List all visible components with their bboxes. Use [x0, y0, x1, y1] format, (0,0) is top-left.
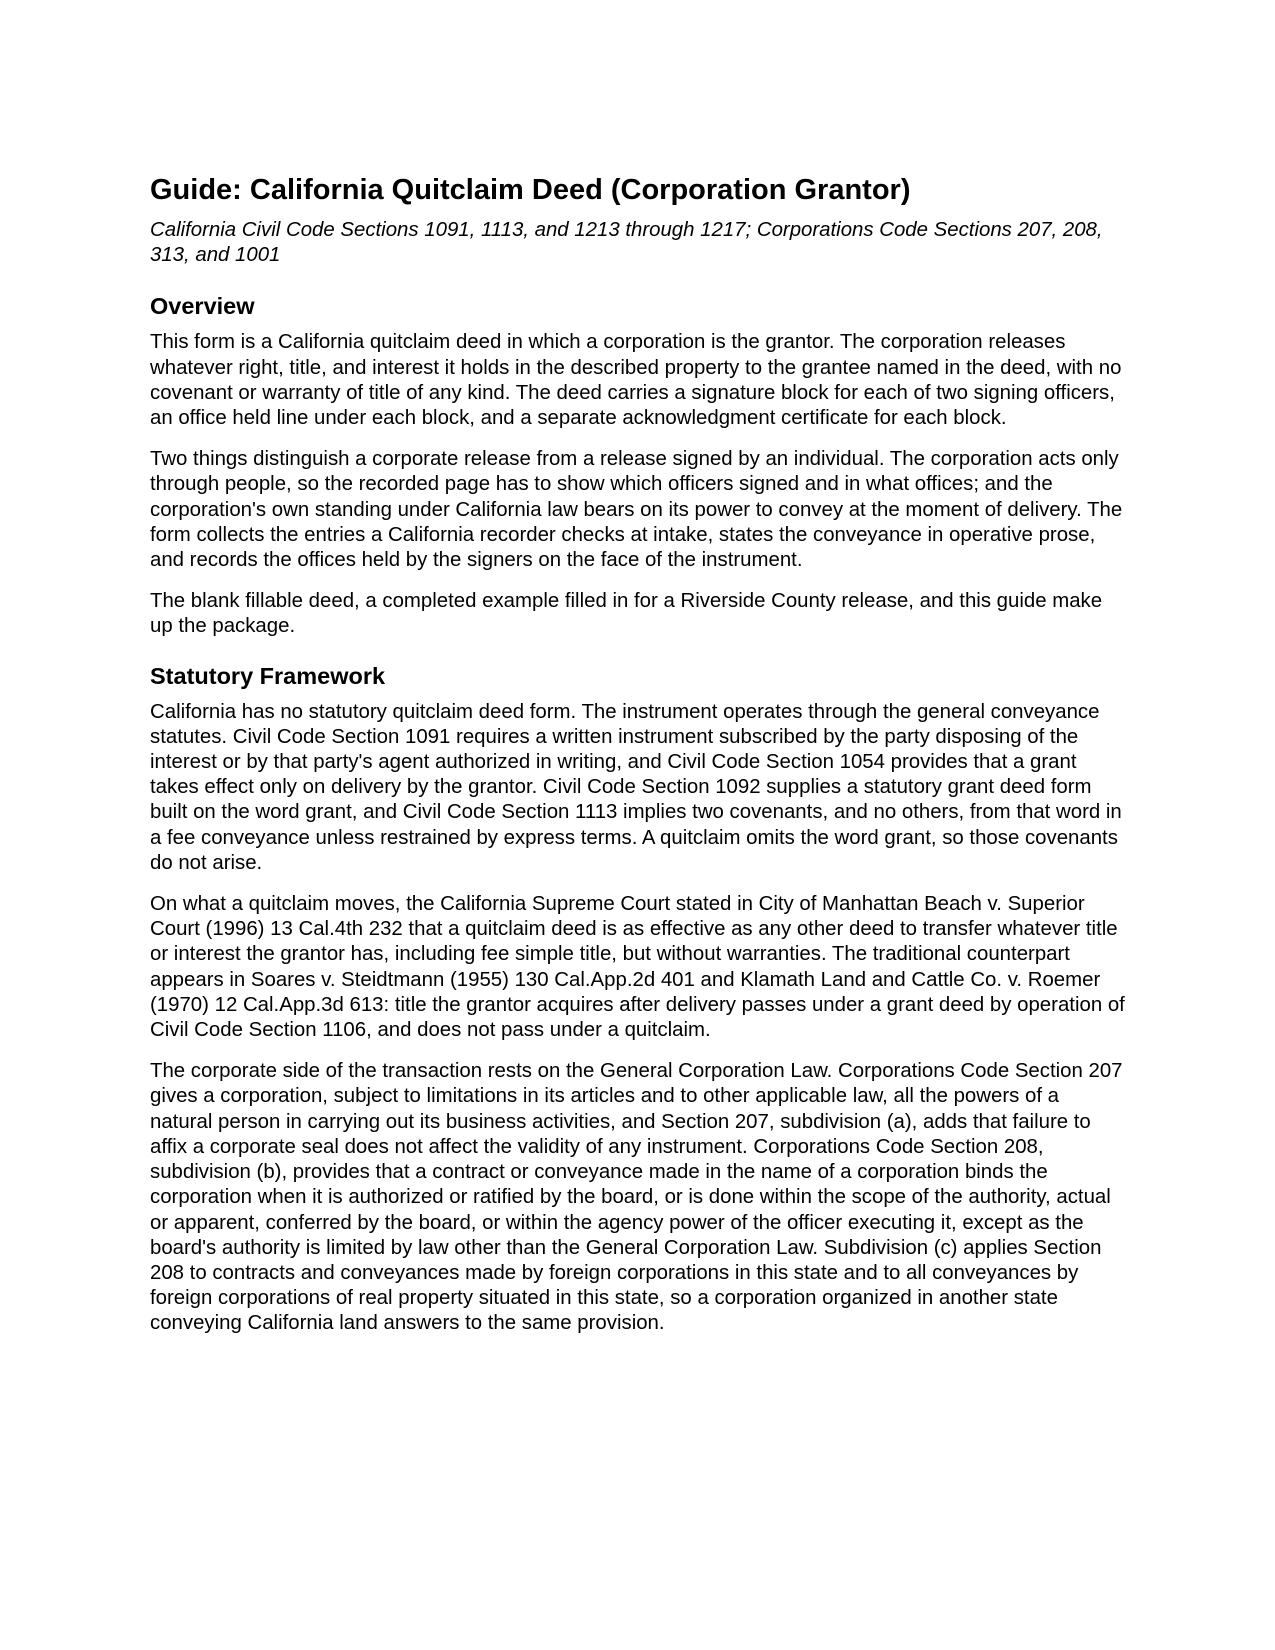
paragraph: California has no statutory quitclaim deed form. The instrument operates through the general conveyance statutes. Civil Code Section 1091 requires a written instrument subscribed by the party disposing of the interest or by that party's agent authorized in writing, and Civil Code Section 1054 provides that a grant takes effect only on delivery by the grantor. Civil Code Section 1092 supplies a statutory grant deed form built on the word grant, and Civil Code Section 1113 implies two covenants, and no others, from that word in a fee conveyance unless restrained by express terms. A quitclaim omits the word grant, so those covenants do not arise. — [150, 700, 1122, 874]
paragraph: This form is a California quitclaim deed in which a corporation is the grantor. The corporation releases whatever right, title, and interest it holds in the described property to the grantee named in the deed, with no covenant or warranty of title of any kind. The deed carries a signature block for each of two signing officers, an office held line under each block, and a separate acknowledgment certificate for each block. — [150, 331, 1122, 430]
document-subtitle: California Civil Code Sections 1091, 1113, and 1213 through 1217; Corporations Code Sections 207, 208, 313, and 1001 — [150, 219, 1103, 267]
paragraph: The corporate side of the transaction rests on the General Corporation Law. Corporations Code Section 207 gives a corporation, subject to limitations in its articles and to other applicable law, all the powers of a natural person in carrying out its business activities, and Section 207, subdivision (a), adds that failure to affix a corporate seal does not affect the validity of any instrument. Corporations Code Section 208, subdivision (b), provides that a contract or conveyance made in the name of a corporation binds the corporation when it is authorized or ratified by the board, or is done within the scope of the authority, actual or apparent, conferred by the board, or within the agency power of the officer executing it, except as the board's authority is limited by law other than the General Corporation Law. Subdivision (c) applies Section 208 to contracts and conveyances made by foreign corporations in this state and to all conveyances by foreign corporations of real property situated in this state, so a corporation organized in another state conveying California land answers to the same provision. — [150, 1060, 1123, 1335]
section-heading: Statutory Framework — [150, 662, 386, 689]
paragraph: Two things distinguish a corporate release from a release signed by an individual. The corporation acts only through people, so the recorded page has to show which officers signed and in what offices; and the corporation's own standing under California law bears on its power to convey at the moment of delivery. The form collects the entries a California recorder checks at intake, states the conveyance in operative prose, and records the offices held by the signers on the face of the instrument. — [150, 448, 1123, 572]
section-heading: Overview — [150, 293, 255, 320]
paragraph: On what a quitclaim moves, the California Supreme Court stated in City of Manhattan Beach v. Superior Court (1996) 13 Cal.4th 232 that a quitclaim deed is as effective as any other deed to transfer whatever title or interest the grantor has, including fee simple title, but without warranties. The traditional counterpart appears in Soares v. Steidtmann (1955) 130 Cal.App.2d 401 and Klamath Land and Cattle Co. v. Roemer (1970) 12 Cal.App.3d 613: title the grantor acquires after delivery passes under a grant deed by operation of Civil Code Section 1106, and does not pass under a quitclaim. — [150, 893, 1125, 1042]
document-title: Guide: California Quitclaim Deed (Corporation Grantor) — [150, 174, 911, 206]
document-page — [150, 172, 1125, 1353]
section-statutory-framework — [150, 661, 1125, 1337]
section-overview — [150, 291, 1125, 639]
paragraph: The blank fillable deed, a completed example filled in for a Riverside County release, and this guide make up the package. — [150, 590, 1103, 638]
